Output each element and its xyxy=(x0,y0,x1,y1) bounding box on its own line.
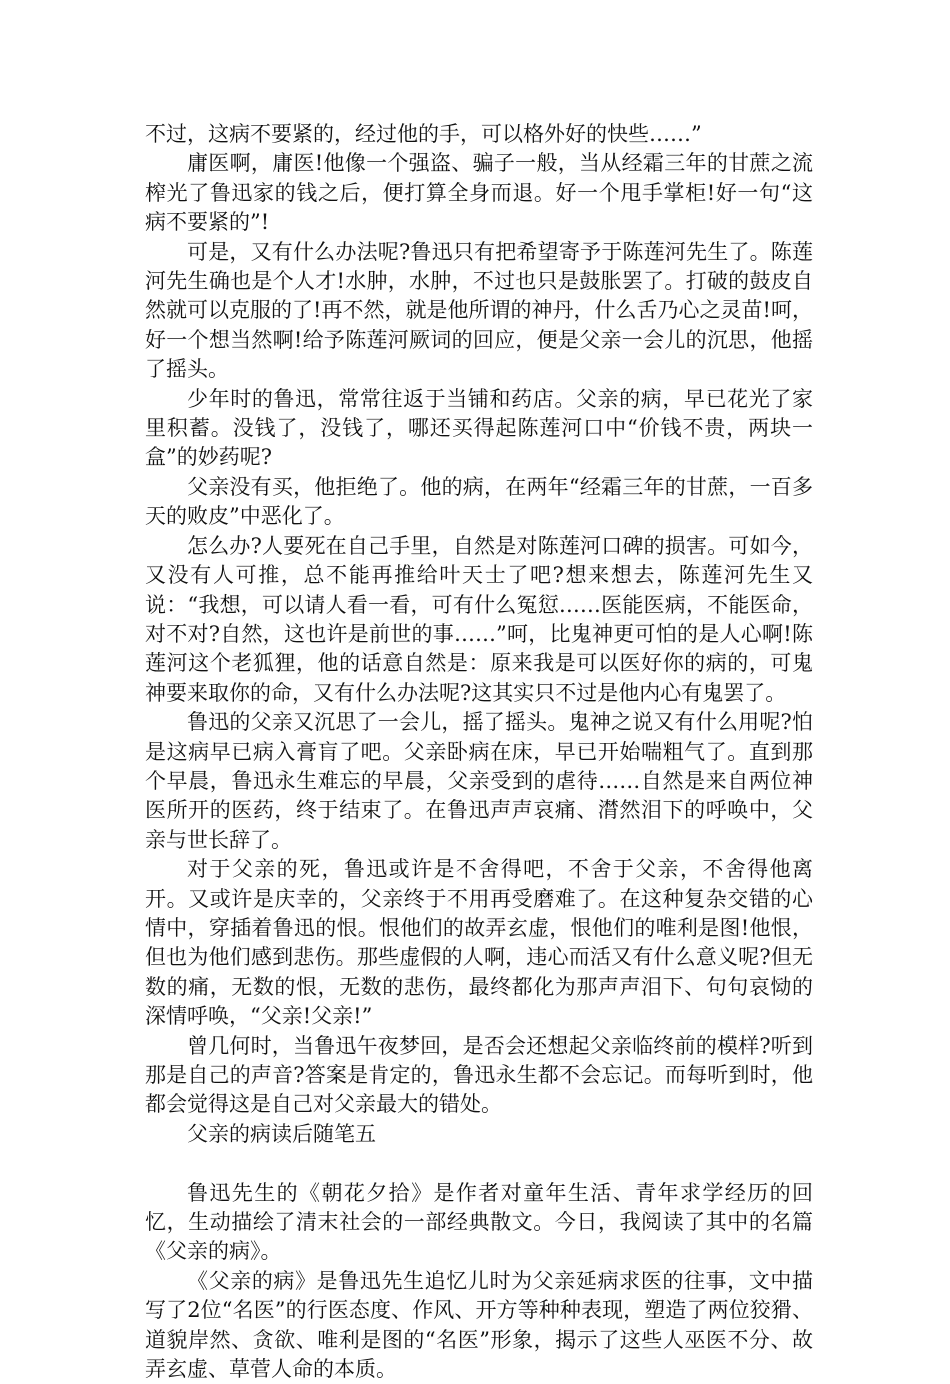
paragraph-complex-feelings: 对于父亲的死，鲁迅或许是不舍得吧，不舍于父亲，不舍得他离开。又或许是庆幸的，父亲终于不用再受磨难了。在这种复杂交错的心情中，穿插着鲁迅的恨。恨他们的故弄玄虚，恨他们的唯利是图!他恨，但也为他们感到悲伤。那些虚假的人啊，违心而活又有什么意义呢?但无数的痛，无数的恨，无数的悲伤，最终都化为那声声泪下、句句哀恸的深情呼唤，“父亲!父亲!” xyxy=(145,857,813,1029)
paragraph-chen-lianhe: 可是，又有什么办法呢?鲁迅只有把希望寄予于陈莲河先生了。陈莲河先生确也是个人才!水肿，水肿，不过也只是鼓胀罢了。打破的鼓皮自然就可以克服的了!再不然，就是他所谓的神丹，什么舌乃心之灵苗!呵，好一个想当然啊!给予陈莲河厥词的回应，便是父亲一会儿的沉思，他摇了摇头。 xyxy=(145,239,813,382)
paragraph-fathers-illness-summary: 《父亲的病》是鲁迅先生追忆儿时为父亲延病求医的往事，文中描写了2位“名医”的行医态度、作风、开方等种种表现，塑造了两位狡猾、道貌岸然、贪欲、唯利是图的“名医”形象，揭示了这些人巫医不分、故弄玄虚、草菅人命的本质。 xyxy=(145,1268,813,1382)
blank-line xyxy=(145,1149,813,1178)
paragraph-what-to-do: 怎么办?人要死在自己手里，自然是对陈莲河口碑的损害。可如今，又没有人可推，总不能再推给叶天士了吧?想来想去，陈莲河先生又说：“我想，可以请人看一看，可有什么冤愆……医能医病，不能医命，对不对?自然，这也许是前世的事……”呵，比鬼神更可怕的是人心啊!陈莲河这个老狐狸，他的话意自然是：原来我是可以医好你的病的，可鬼神要来取你的命，又有什么办法呢?这其实只不过是他内心有鬼罢了。 xyxy=(145,533,813,705)
paragraph-quack-doctor: 庸医啊，庸医!他像一个强盗、骗子一般，当从经霜三年的甘蔗之流榨光了鲁迅家的钱之后，便打算全身而退。好一个甩手掌柜!好一句“这病不要紧的”! xyxy=(145,151,813,235)
document-body xyxy=(145,120,813,1384)
paragraph-continuation: 不过，这病不要紧的，经过他的手，可以格外好的快些……” xyxy=(145,122,702,146)
paragraph-morning-blossoms: 鲁迅先生的《朝花夕拾》是作者对童年生活、青年求学经历的回忆，生动描绘了清末社会的一部经典散文。今日，我阅读了其中的名篇《父亲的病》。 xyxy=(145,1180,813,1264)
section-title: 父亲的病读后随笔五 xyxy=(187,1121,376,1146)
paragraph-midnight-dream: 曾几何时，当鲁迅午夜梦回，是否会还想起父亲临终前的模样?听到那是自己的声音?答案是肯定的，鲁迅永生都不会忘记。而每听到时，他都会觉得这是自己对父亲最大的错处。 xyxy=(145,1033,813,1117)
paragraph-pawnshop: 少年时的鲁迅，常常往返于当铺和药店。父亲的病，早已花光了家里积蓄。没钱了，没钱了，哪还买得起陈莲河口中“价钱不贵，两块一盒”的妙药呢? xyxy=(145,386,813,470)
paragraph-father-passed: 鲁迅的父亲又沉思了一会儿，摇了摇头。鬼神之说又有什么用呢?怕是这病早已病入膏肓了吧。父亲卧病在床，早已开始喘粗气了。直到那个早晨，鲁迅永生难忘的早晨，父亲受到的虐待……自然是来自两位神医所开的医药，终于结束了。在鲁迅声声哀痛、潸然泪下的呼唤中，父亲与世长辞了。 xyxy=(145,710,813,852)
paragraph-refused: 父亲没有买，他拒绝了。他的病，在两年“经霜三年的甘蔗，一百多天的败皮”中恶化了。 xyxy=(145,474,813,529)
